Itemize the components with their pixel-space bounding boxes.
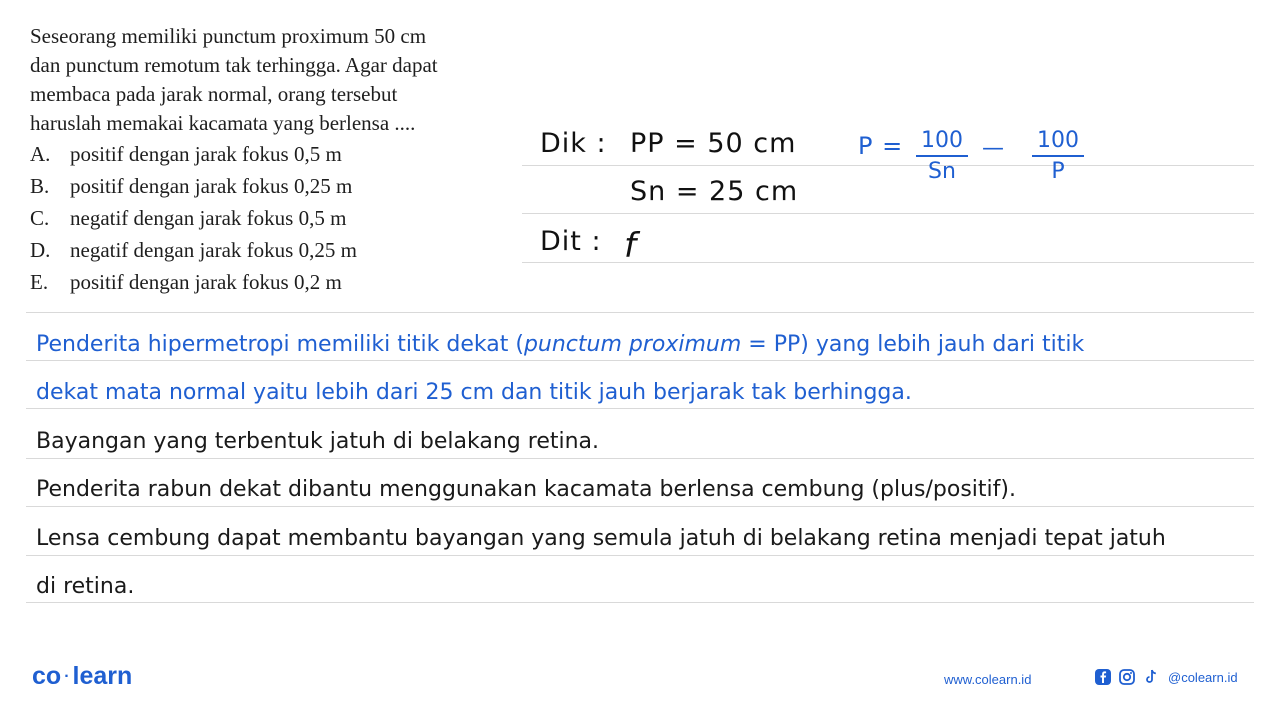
logo-left: co [32,662,62,690]
tiktok-icon[interactable] [1142,668,1160,686]
option-text: negatif dengan jarak fokus 0,25 m [70,237,357,262]
answer-options [30,138,522,298]
option-letter: D. [30,237,51,262]
rule-line [26,408,1254,409]
stem-line: membaca pada jarak normal, orang tersebut [30,82,398,106]
question-block [30,22,522,298]
dit-label: Dit : [540,226,602,257]
explanation-text: = PP) yang lebih jauh dari titik [741,332,1085,357]
fraction-numerator: 100 [1037,128,1079,153]
power-equation-label: P = [858,132,904,160]
explanation-line-3: Bayangan yang terbentuk jatuh di belakang retina. [36,429,600,454]
dik-label: Dik : [540,128,607,159]
instagram-icon[interactable] [1118,668,1136,686]
option-text: positif dengan jarak fokus 0,25 m [70,173,353,198]
explanation-line-5: Lensa cembung dapat membantu bayangan yang semula jatuh di belakang retina menjadi tepat jatuh [36,526,1166,551]
explanation-line-1 [36,332,1084,357]
stem-line: Seseorang memiliki punctum proximum 50 cm [30,24,427,48]
explanation-italic: punctum proximum [523,332,742,357]
facebook-icon[interactable] [1094,668,1112,686]
option-text: negatif dengan jarak fokus 0,5 m [70,205,347,230]
rule-line [26,602,1254,603]
option-d [30,234,522,266]
social-links [1094,668,1238,686]
rule-line [26,360,1254,361]
question-stem [30,22,522,138]
rule-line [522,213,1254,214]
option-b [30,170,522,202]
sn-value: Sn = 25 cm [630,176,799,207]
fraction-bar [916,155,968,157]
option-text: positif dengan jarak fokus 0,5 m [70,141,342,166]
stem-line: dan punctum remotum tak terhingga. Agar dapat [30,53,438,77]
fraction-bar [1032,155,1084,157]
fraction-denominator: P [1051,159,1065,184]
option-letter: C. [30,205,50,230]
explanation-line-4: Penderita rabun dekat dibantu menggunakan kacamata berlensa cembung (plus/positif). [36,477,1016,502]
option-letter: E. [30,269,49,294]
minus-sign: — [982,136,1005,161]
rule-line [26,458,1254,459]
option-e [30,266,522,298]
pp-value: PP = 50 cm [630,128,797,159]
rule-line [522,165,1254,166]
option-a [30,138,522,170]
rule-line [26,312,1254,313]
logo-right: learn [72,662,133,690]
logo-dot: · [64,668,70,686]
option-text: positif dengan jarak fokus 0,2 m [70,269,342,294]
option-letter: A. [30,141,51,166]
rule-line [26,555,1254,556]
option-letter: B. [30,173,50,198]
explanation-line-2: dekat mata normal yaitu lebih dari 25 cm dan titik jauh berjarak tak berhingga. [36,380,912,405]
fraction-100-over-p [1032,128,1084,184]
website-link[interactable]: www.colearn.id [944,672,1032,687]
explanation-text: Penderita hipermetropi memiliki titik dekat ( [36,332,524,357]
explanation-line-6: di retina. [36,574,135,599]
rule-line [26,506,1254,507]
fraction-denominator: Sn [928,159,956,184]
fraction-100-over-sn [916,128,968,184]
colearn-logo [32,662,132,691]
fraction-numerator: 100 [921,128,963,153]
dit-value: f [624,226,637,266]
social-handle[interactable]: @colearn.id [1168,669,1238,685]
stem-line: haruslah memakai kacamata yang berlensa .... [30,111,416,135]
option-c [30,202,522,234]
